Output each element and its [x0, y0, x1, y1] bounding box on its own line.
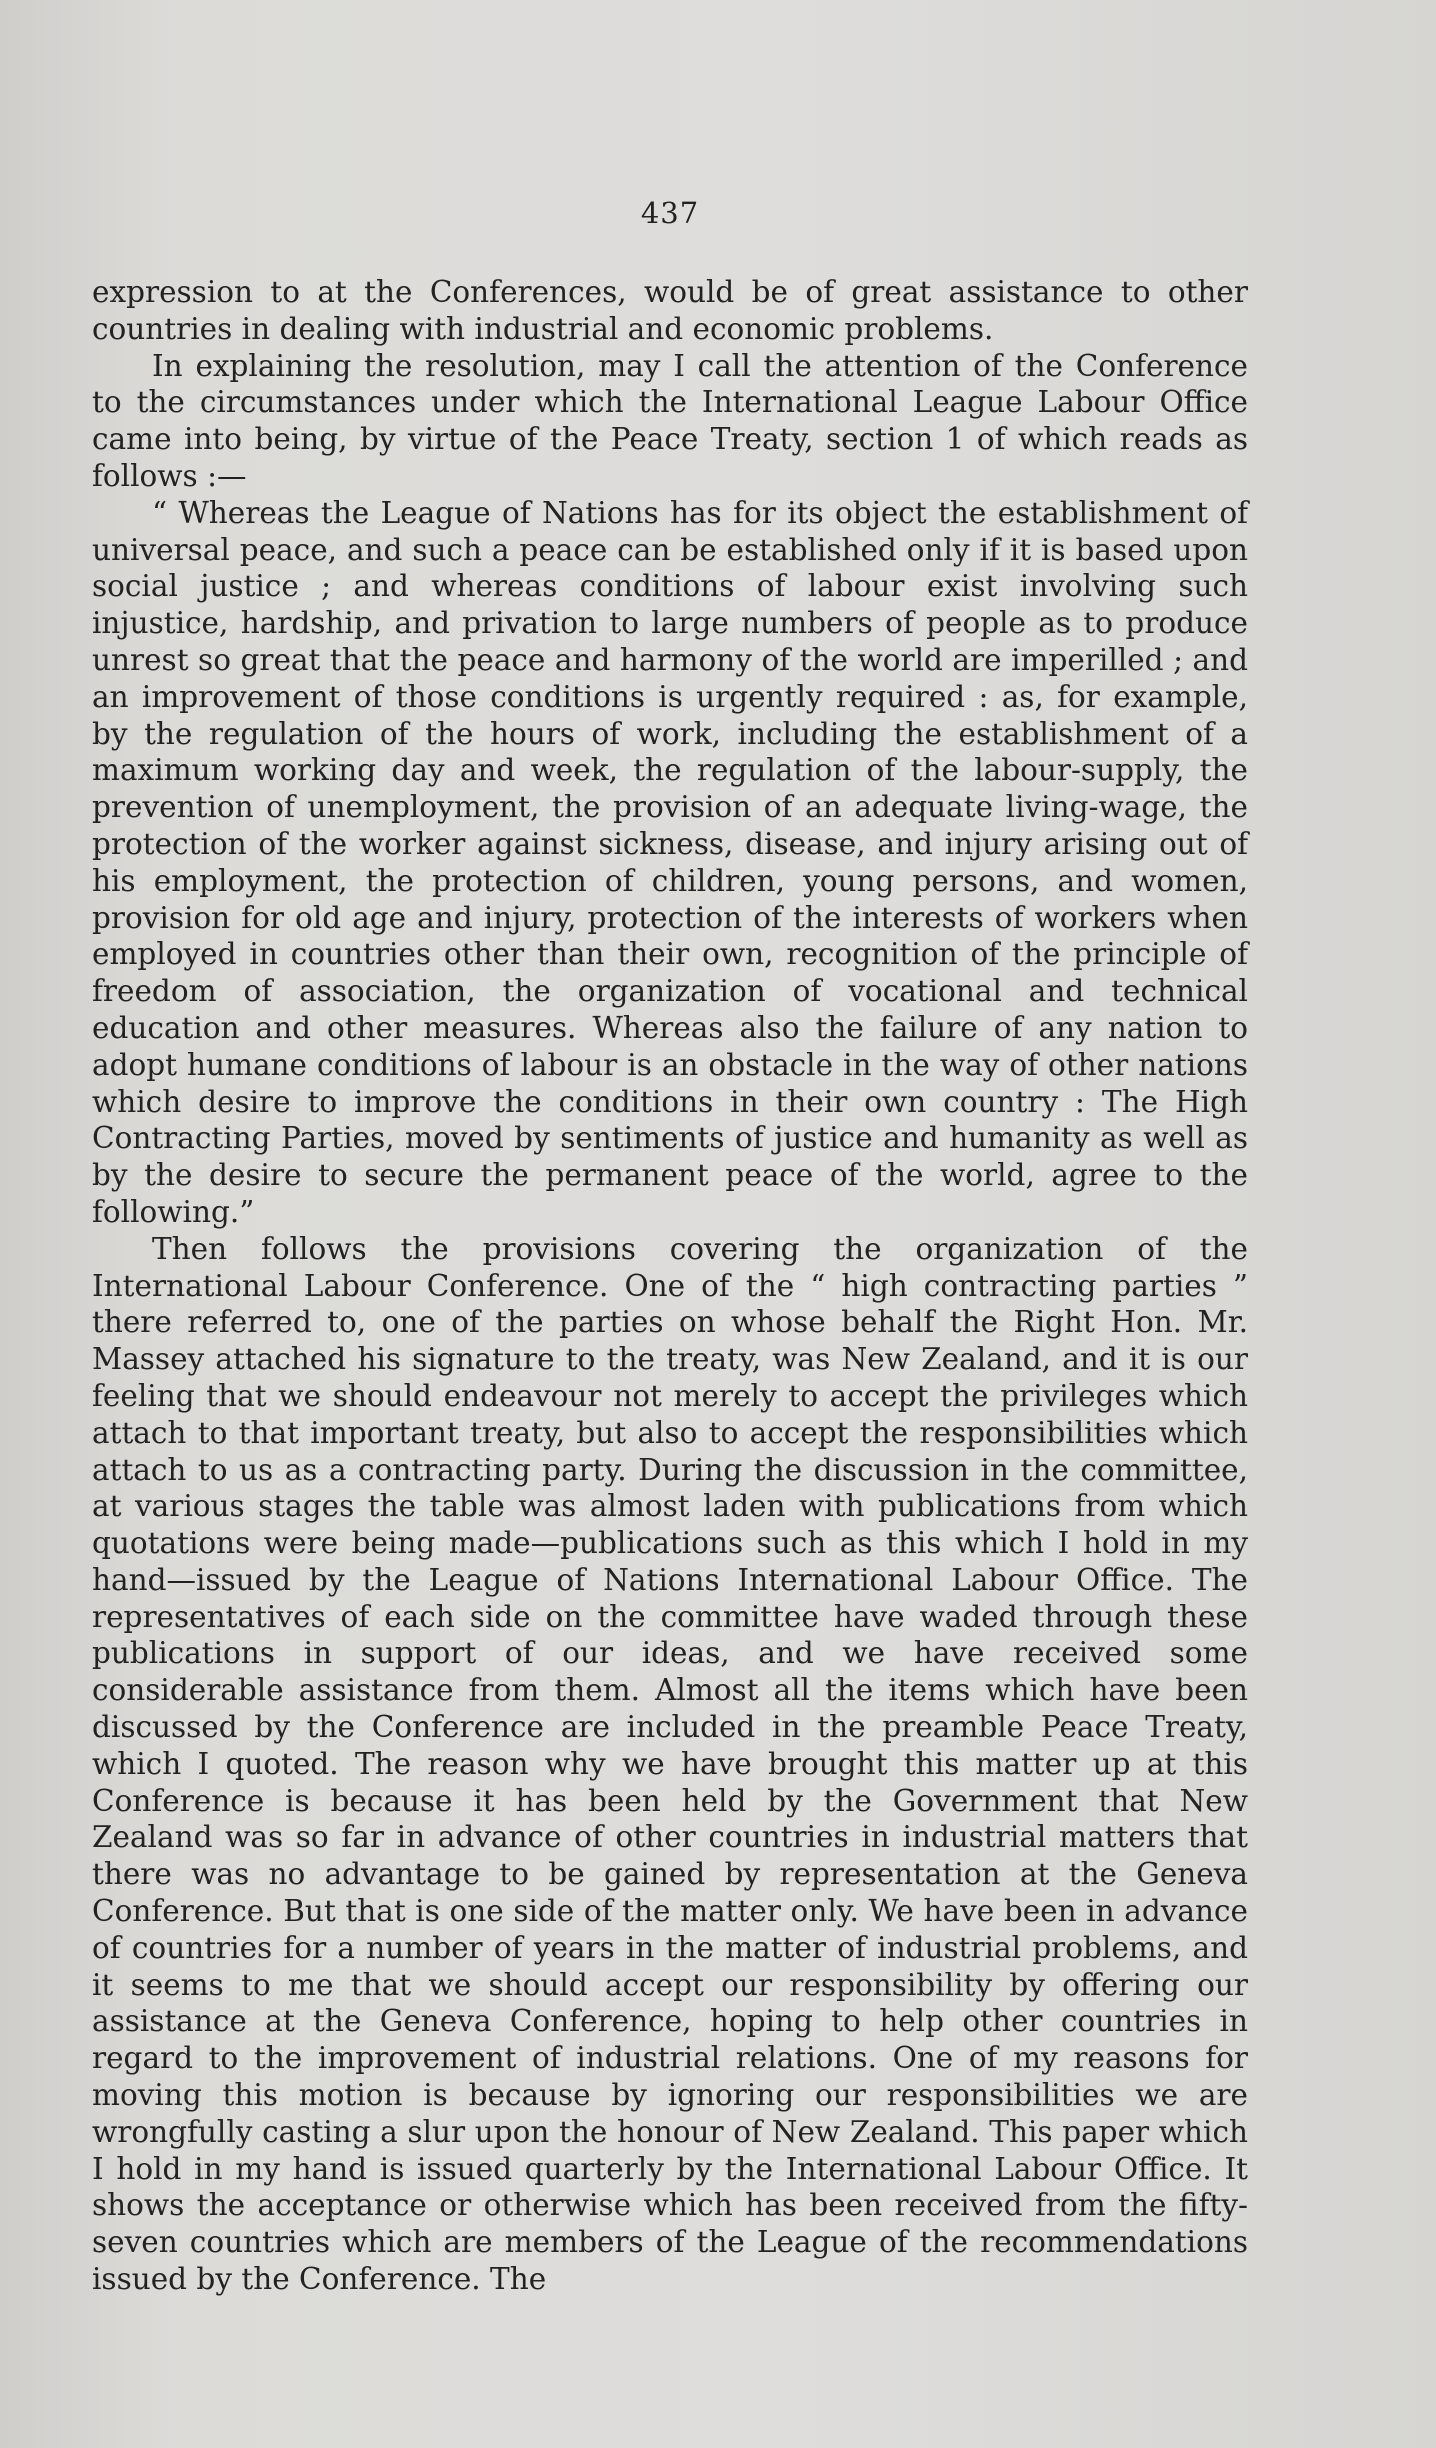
paragraph-provisions: Then follows the provisions covering the organization of the International Labour Conference. One of the “ high contracting parties ” there referred to, one of the parties on whose behalf the Right Hon. Mr. Massey attached his signature to the treaty, was New Zealand, and it is our feeling that we should endeavour not merely to accept the privileges which attach to that important treaty, but also to accept the responsibilities which attach to us as a contracting party. During the discussion in the committee, at various stages the table was almost laden with publications from which quotations were being made—publications such as this which I hold in my hand—issued by the League of Nations International Labour Office. The representatives of each side on the committee have waded through these publications in support of our ideas, and we have received some considerable assistance from them. Almost all the items which have been discussed by the Conference are included in the preamble Peace Treaty, which I quoted. The reason why we have brought this matter up at this Conference is because it has been held by the Government that New Zealand was so far in advance of other countries in industrial matters that there was no advantage to be gained by representation at the Geneva Conference. But that is one side of the matter only. We have been in advance of countries for a number of years in the matter of industrial problems, and it seems to me that we should accept our responsibility by offering our assistance at the Geneva Conference, hoping to help other countries in regard to the improvement of industrial relations. One of my reasons for moving this motion is because by ignoring our responsibilities we are wrongfully casting a slur upon the honour of New Zealand. This paper which I hold in my hand is issued quarterly by the International Labour Office. It shows the acceptance or otherwise which has been received from the fifty-seven countries which are members of the League of the recommendations issued by the Conference. The: [92, 1231, 1248, 2297]
paragraph-continuation: expression to at the Conferences, would be of great assistance to other countries in dealing with industrial and economic problems.: [92, 275, 1248, 346]
page-number: 437: [640, 196, 700, 230]
document-page: [92, 196, 1248, 2298]
paragraph-resolution: In explaining the resolution, may I call the attention of the Conference to the circumstances under which the International League Labour Office came into being, by virtue of the Peace Treaty, section 1 of which reads as follows :—: [92, 348, 1248, 493]
paragraph-treaty-quote: “ Whereas the League of Nations has for its object the establishment of universal peace, and such a peace can be established only if it is based upon social justice ; and whereas conditions of labour exist involving such injustice, hardship, and privation to large numbers of people as to produce unrest so great that the peace and harmony of the world are imperilled ; and an improvement of those conditions is urgently required : as, for example, by the regulation of the hours of work, including the establishment of a maximum working day and week, the regulation of the labour-supply, the prevention of unemployment, the provision of an adequate living-wage, the protection of the worker against sickness, disease, and injury arising out of his employment, the protection of children, young persons, and women, provision for old age and injury, protection of the interests of workers when employed in countries other than their own, recognition of the principle of freedom of association, the organization of vocational and technical education and other measures. Whereas also the failure of any nation to adopt humane conditions of labour is an obstacle in the way of other nations which desire to improve the conditions in their own country : The High Contracting Parties, moved by sentiments of justice and humanity as well as by the desire to secure the permanent peace of the world, agree to the following.”: [92, 495, 1248, 1229]
